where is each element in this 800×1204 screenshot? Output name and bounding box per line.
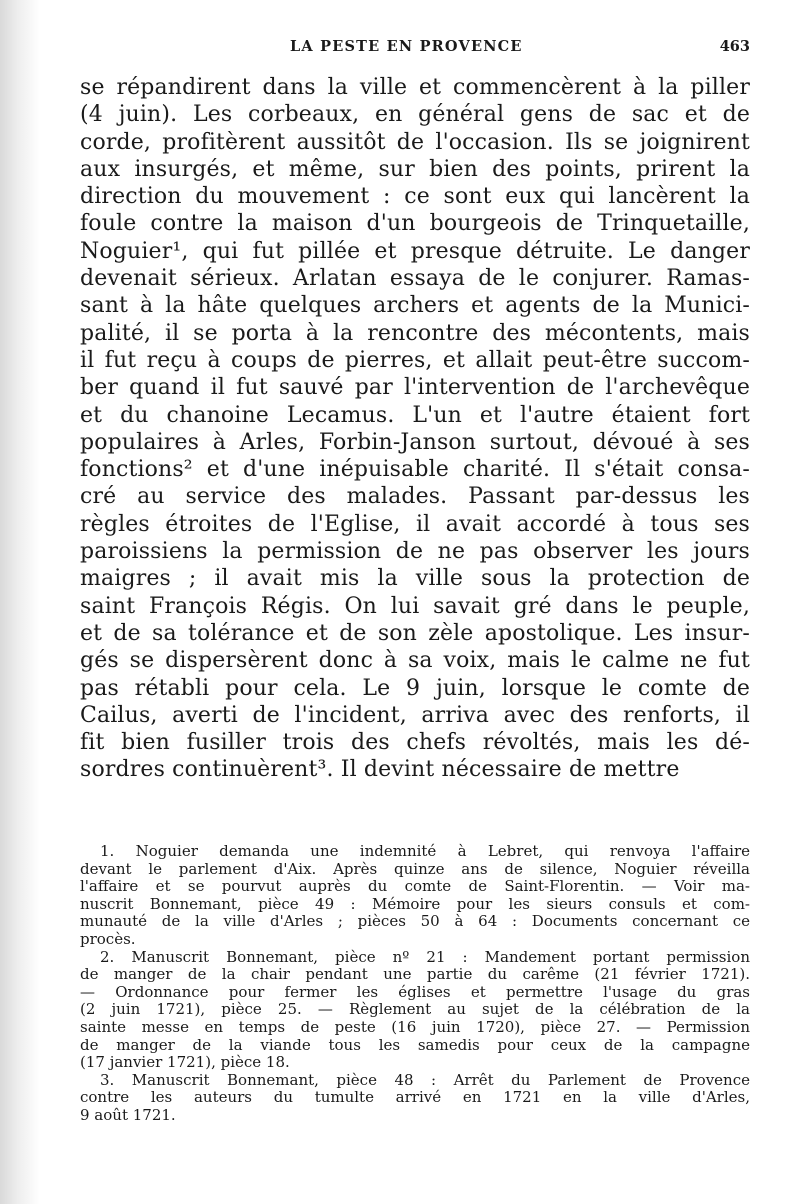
text-line: sordres continuèrent³. Il devint nécessaire de mettre [80, 757, 680, 783]
footnote-line: l'affaire et se pourvut auprès du comte de Saint-Florentin. — Voir ma- [80, 877, 750, 896]
text-line: Cailus, averti de l'incident, arriva avec des renforts, il [80, 702, 750, 728]
footnote-line: 1. Noguier demanda une indemnité à Lebret, qui renvoya l'affaire [100, 842, 750, 860]
text-line: palité, il se porta à la rencontre des mécontents, mais [80, 320, 750, 346]
text-line: il fut reçu à coups de pierres, et allait peut-être succom- [80, 347, 750, 373]
text-line: et du chanoine Lecamus. L'un et l'autre étaient fort [80, 402, 750, 428]
text-line: se répandirent dans la ville et commencèrent à la piller [80, 75, 750, 100]
footnote-line: — Ordonnance pour fermer les églises et permettre l'usage du gras [80, 982, 750, 1001]
footnote-line: de manger de la viande tous les samedis pour ceux de la campagne [80, 1035, 750, 1054]
text-line: paroissiens la permission de ne pas observer les jours [80, 539, 750, 565]
footnote-line: sainte messe en temps de peste (16 juin 1720), pièce 27. — Permission [80, 1017, 750, 1036]
text-line: ber quand il fut sauvé par l'intervention de l'archevêque [80, 375, 750, 401]
text-line: devenait sérieux. Arlatan essaya de le conjurer. Ramas- [80, 266, 750, 292]
main-text [80, 74, 750, 784]
footnotes [80, 843, 750, 1125]
footnote-line: procès. [80, 929, 136, 948]
footnote-line: (2 juin 1721), pièce 25. — Règlement au sujet de la célébration de la [80, 1000, 750, 1019]
text-line: sant à la hâte quelques archers et agents de la Munici- [80, 293, 750, 319]
footnote-line: 3. Manuscrit Bonnemant, pièce 48 : Arrêt du Parlement de Provence [100, 1070, 750, 1089]
text-line: fonctions² et d'une inépuisable charité. Il s'était consa- [80, 457, 750, 483]
footnote-line: contre les auteurs du tumulte arrivé en 1721 en la ville d'Arles, [80, 1088, 750, 1107]
text-line: fit bien fusiller trois des chefs révoltés, mais les dé- [80, 730, 750, 756]
text-line: saint François Régis. On lui savait gré dans le peuple, [80, 593, 750, 619]
footnote-line: de manger de la chair pendant une partie du carême (21 février 1721). [80, 965, 750, 984]
text-line: foule contre la maison d'un bourgeois de Trinquetaille, [80, 211, 750, 237]
text-line: gés se dispersèrent donc à sa voix, mais le calme ne fut [80, 648, 750, 674]
running-header [80, 38, 750, 60]
text-line: pas rétabli pour cela. Le 9 juin, lorsque le comte de [80, 675, 750, 701]
text-line: populaires à Arles, Forbin-Janson surtout, dévoué à ses [80, 429, 750, 455]
text-line: et de sa tolérance et de son zèle apostolique. Les insur- [80, 620, 750, 646]
footnote-line: munauté de la ville d'Arles ; pièces 50 à 64 : Documents concernant ce [80, 912, 750, 931]
text-line: corde, profitèrent aussitôt de l'occasion. Ils se joignirent [80, 129, 750, 155]
text-line: direction du mouvement : ce sont eux qui lancèrent la [80, 184, 750, 210]
footnote-line: nuscrit Bonnemant, pièce 49 : Mémoire pour les sieurs consuls et com- [80, 894, 750, 913]
text-line: cré au service des malades. Passant par-dessus les [80, 484, 750, 510]
footnote-line: 2. Manuscrit Bonnemant, pièce nº 21 : Mandement portant permission [100, 947, 750, 966]
text-line: maigres ; il avait mis la ville sous la protection de [80, 566, 750, 592]
footnote-line: 9 août 1721. [80, 1105, 176, 1124]
footnote-line: devant le parlement d'Aix. Après quinze ans de silence, Noguier réveilla [80, 859, 750, 878]
running-title: LA PESTE EN PROVENCE [290, 38, 523, 55]
text-line: règles étroites de l'Eglise, il avait accordé à tous ses [80, 511, 750, 537]
footnote-line: (17 janvier 1721), pièce 18. [80, 1053, 290, 1072]
page-number: 463 [719, 38, 750, 55]
text-line: (4 juin). Les corbeaux, en général gens de sac et de [80, 102, 750, 128]
text-line: aux insurgés, et même, sur bien des points, prirent la [80, 156, 750, 182]
text-line: Noguier¹, qui fut pillée et presque détruite. Le danger [80, 238, 750, 264]
